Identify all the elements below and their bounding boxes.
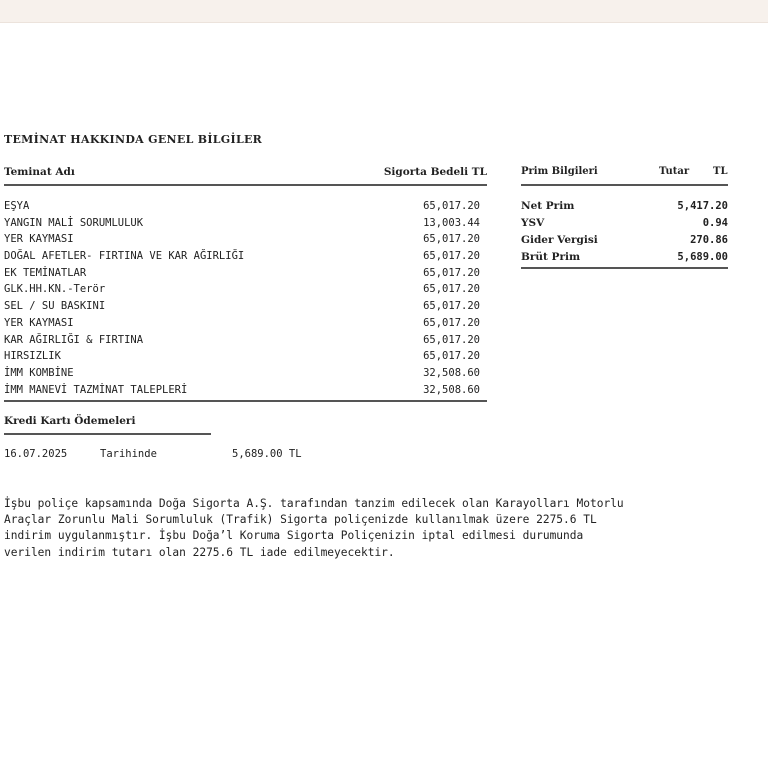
premium-footer-rule: [521, 267, 728, 269]
coverage-name: DOĞAL AFETLER- FIRTINA VE KAR AĞIRLIĞI: [4, 250, 245, 263]
premium-label: Net Prim: [521, 200, 575, 212]
premium-row: [521, 249, 728, 266]
payment-date: 16.07.2025: [4, 448, 68, 460]
premium-header-rule: [521, 184, 728, 186]
section-title: TEMİNAT HAKKINDA GENEL BİLGİLER: [4, 133, 263, 146]
coverage-col-amount-header: Sigorta Bedeli TL: [383, 166, 487, 178]
premium-amount: 5,417.20: [677, 200, 728, 212]
coverage-row: [4, 298, 480, 315]
coverage-name: HIRSIZLIK: [4, 350, 61, 363]
coverage-col-name-header: Teminat Adı: [4, 166, 75, 178]
coverage-amount: 32,508.60: [423, 366, 480, 379]
coverage-row: [4, 215, 480, 232]
coverage-row: [4, 231, 480, 248]
coverage-amount: 65,017.20: [423, 283, 480, 296]
coverage-row: [4, 365, 480, 382]
coverage-name: İMM KOMBİNE: [4, 366, 74, 379]
coverage-row: [4, 348, 480, 365]
coverage-amount: 65,017.20: [423, 300, 480, 313]
coverage-amount: 65,017.20: [423, 333, 480, 346]
credit-card-title: Kredi Kartı Ödemeleri: [4, 415, 136, 427]
premium-row: [521, 232, 728, 249]
payment-date-label: Tarihinde: [100, 448, 157, 460]
coverage-amount: 32,508.60: [423, 383, 480, 396]
coverage-name: EŞYA: [4, 200, 30, 212]
discount-note: İşbu poliçe kapsamında Doğa Sigorta A.Ş. tarafından tanzim edilecek olan Karayolları Motorlu Araçlar Zorunlu Mali Sorumluluk (Trafik) Sigorta poliçenizde kullanılmak üzere 2275.6 TL indirim uygulanmıştır. İşbu Doğa’l Koruma Sigorta Poliçenizin iptal edilmesi durumunda verilen indirim tutarı olan 2275.6 TL iade edilmeyecektir.: [4, 497, 624, 559]
coverage-row: [4, 332, 480, 349]
premium-amount: 270.86: [690, 234, 728, 246]
coverage-name: YER KAYMASI: [4, 233, 74, 246]
coverage-row: [4, 382, 480, 399]
coverage-name: GLK.HH.KN.-Terör: [4, 283, 106, 296]
premium-col-label-header: Prim Bilgileri: [521, 166, 598, 177]
coverage-amount: 65,017.20: [423, 316, 480, 329]
coverage-header-rule: [4, 184, 487, 186]
premium-row: [521, 198, 728, 215]
premium-list: [521, 198, 728, 266]
coverage-row: [4, 248, 480, 265]
coverage-name: YANGIN MALİ SORUMLULUK: [4, 216, 144, 229]
premium-col-currency-header: TL: [713, 166, 728, 177]
coverage-name: İMM MANEVİ TAZMİNAT TALEPLERİ: [4, 383, 188, 396]
coverage-name: KAR AĞIRLIĞI & FIRTINA: [4, 333, 144, 346]
premium-label: Gider Vergisi: [521, 234, 598, 246]
coverage-footer-rule: [4, 400, 487, 402]
coverage-row: [4, 265, 480, 282]
coverage-amount: 65,017.20: [423, 266, 480, 279]
coverage-amount: 65,017.20: [423, 350, 480, 363]
coverage-name: EK TEMİNATLAR: [4, 266, 87, 279]
coverage-name: YER KAYMASI: [4, 316, 74, 329]
premium-amount: 0.94: [702, 217, 728, 229]
coverage-amount: 13,003.44: [423, 216, 480, 229]
premium-col-amount-header: Tutar: [659, 166, 690, 177]
premium-label: Brüt Prim: [521, 251, 581, 263]
coverage-amount: 65,017.20: [423, 250, 480, 263]
premium-row: [521, 215, 728, 232]
coverage-row: [4, 198, 480, 215]
top-toolbar-strip: [0, 0, 768, 23]
premium-label: YSV: [521, 217, 545, 229]
coverage-name: SEL / SU BASKINI: [4, 300, 106, 313]
credit-card-rule: [4, 433, 211, 435]
coverage-row: [4, 281, 480, 298]
coverage-amount: 65,017.20: [423, 233, 480, 246]
coverage-list: [4, 198, 480, 398]
premium-amount: 5,689.00: [677, 251, 728, 263]
coverage-amount: 65,017.20: [423, 200, 480, 212]
payment-amount: 5,689.00 TL: [232, 448, 302, 460]
coverage-row: [4, 315, 480, 332]
